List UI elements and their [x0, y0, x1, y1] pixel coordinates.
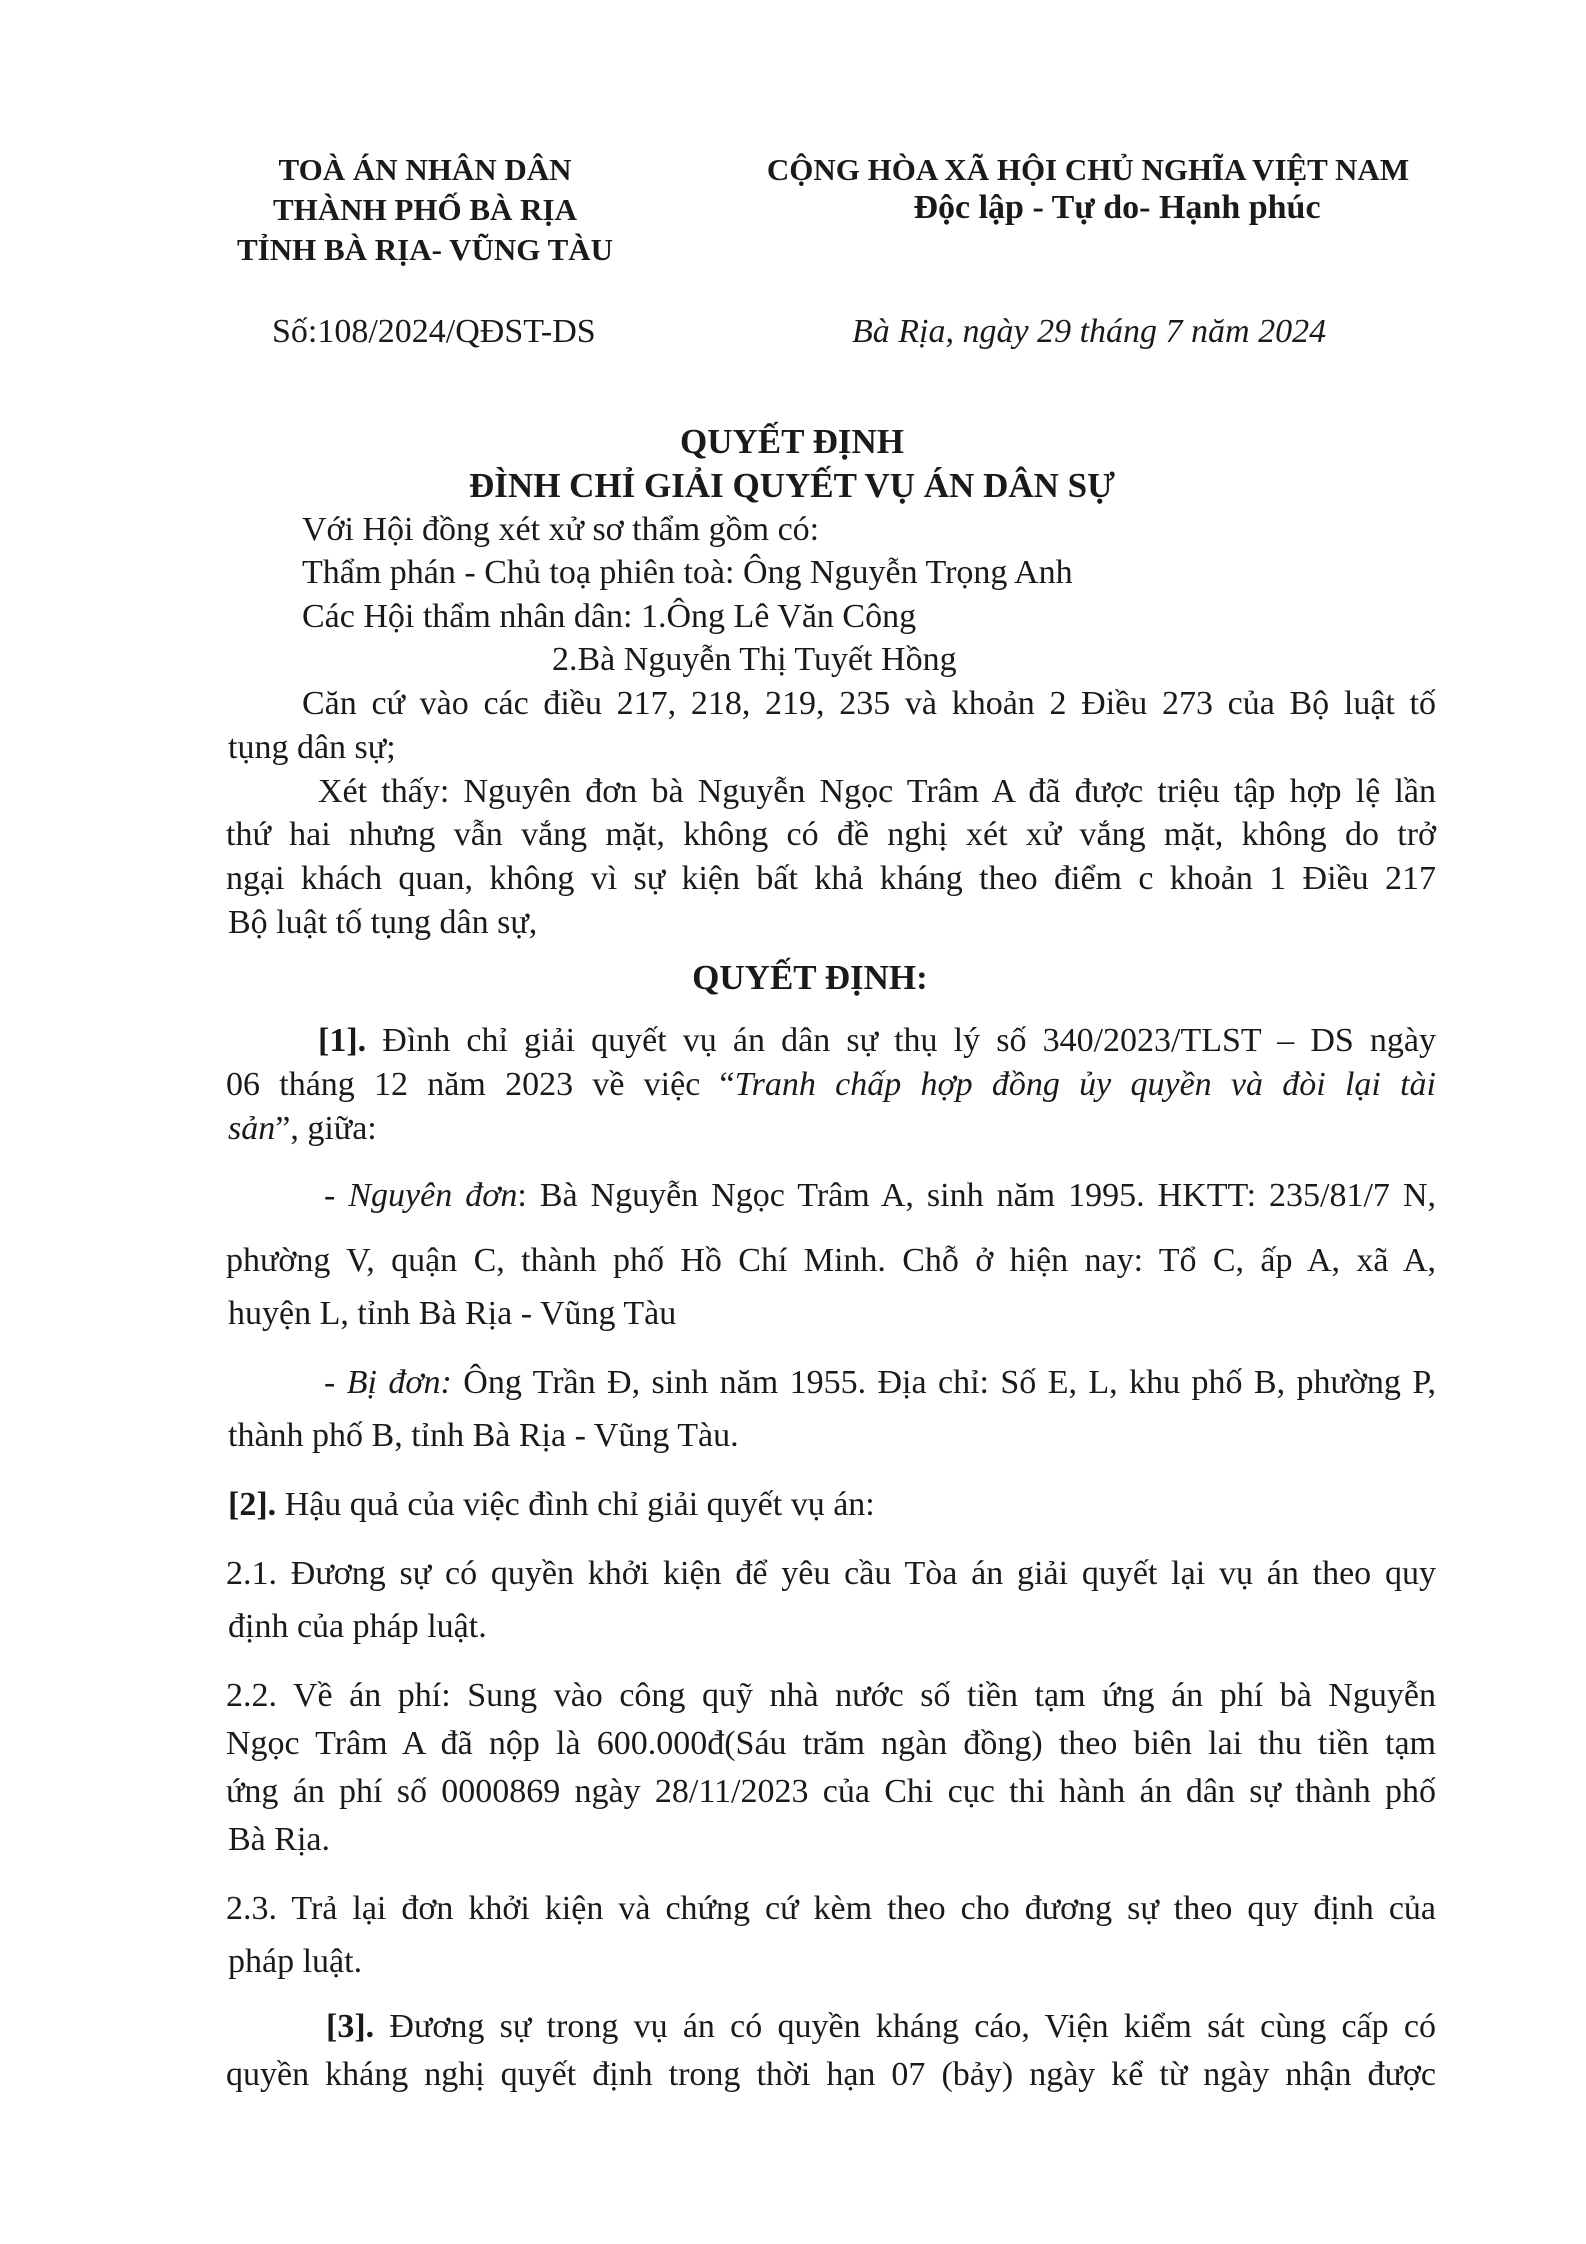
basis-line-1: Căn cứ vào các điều 217, 218, 219, 235 và khoản 2 Điều 273 của Bộ luật tố	[302, 685, 1436, 722]
item1-line-2	[226, 1068, 1436, 1102]
panel-intro: Với Hội đồng xét xử sơ thẩm gồm có:	[302, 511, 820, 548]
item2-2-line-2: Ngọc Trâm A đã nộp là 600.000đ(Sáu trăm ngàn đồng) theo biên lai thu tiền tạm	[226, 1725, 1436, 1762]
item1-line-3	[228, 1112, 377, 1146]
item2-2-line-3: ứng án phí số 0000869 ngày 28/11/2023 của Chi cục thi hành án dân sự thành phố	[226, 1773, 1436, 1810]
item2-heading-text: Hậu quả của việc đình chỉ giải quyết vụ án:	[276, 1486, 875, 1523]
panel-assessors: Các Hội thẩm nhân dân: 1.Ông Lê Văn Công	[302, 598, 917, 635]
item1-number: [1].	[318, 1022, 367, 1059]
plaintiff-text-1: : Bà Nguyễn Ngọc Trâm A, sinh năm 1995. HKTT: 235/81/7 N,	[517, 1177, 1436, 1214]
defendant-label: Bị đơn:	[346, 1364, 452, 1401]
plaintiff-line-1: - Nguyên đơn: Bà Nguyễn Ngọc Trâm A, sinh năm 1995. HKTT: 235/81/7 N,	[324, 1177, 1436, 1214]
item2-1-line-2: định của pháp luật.	[228, 1608, 487, 1645]
plaintiff-line-2: phường V, quận C, thành phố Hồ Chí Minh. Chỗ ở hiện nay: Tổ C, ấp A, xã A,	[226, 1242, 1436, 1279]
item3-line-1	[326, 2010, 1436, 2044]
item2-2-line-4: Bà Rịa.	[228, 1821, 330, 1858]
item1-case-type-end: sản	[228, 1110, 276, 1147]
document-subtitle: ĐÌNH CHỈ GIẢI QUYẾT VỤ ÁN DÂN SỰ	[469, 466, 1115, 505]
panel-assessor-2: 2.Bà Nguyễn Thị Tuyết Hồng	[552, 641, 957, 678]
item2-2-line-1: 2.2. Về án phí: Sung vào công quỹ nhà nước số tiền tạm ứng án phí bà Nguyễn	[226, 1677, 1436, 1714]
panel-judge: Thẩm phán - Chủ toạ phiên toà: Ông Nguyễn Trọng Anh	[302, 554, 1073, 591]
item1-text-1: Đình chỉ giải quyết vụ án dân sự thụ lý số 340/2023/TLST – DS ngày	[366, 1022, 1436, 1059]
considering-line-1: Xét thấy: Nguyên đơn bà Nguyễn Ngọc Trâm A đã được triệu tập hợp lệ lần	[318, 773, 1436, 810]
considering-line-4: Bộ luật tố tụng dân sự,	[228, 904, 538, 941]
item2-3-line-2: pháp luật.	[228, 1943, 363, 1980]
decision-number: Số:108/2024/QĐST-DS	[272, 313, 596, 350]
court-name-line1: TOÀ ÁN NHÂN DÂN	[278, 152, 572, 187]
item3-text-1: Đương sự trong vụ án có quyền kháng cáo, Viện kiểm sát cùng cấp có	[374, 2008, 1436, 2045]
nation-title: CỘNG HÒA XÃ HỘI CHỦ NGHĨA VIỆT NAM	[766, 152, 1410, 187]
item3-line-2: quyền kháng nghị quyết định trong thời hạn 07 (bảy) ngày kể từ ngày nhận được	[226, 2056, 1436, 2093]
plaintiff-label: Nguyên đơn	[348, 1177, 518, 1214]
item2-3-line-1: 2.3. Trả lại đơn khởi kiện và chứng cứ kèm theo cho đương sự theo quy định của	[226, 1890, 1436, 1927]
plaintiff-line-3: huyện L, tỉnh Bà Rịa - Vũng Tàu	[228, 1295, 677, 1332]
item1-text-3: ”, giữa:	[275, 1110, 377, 1147]
decision-heading: QUYẾT ĐỊNH:	[692, 958, 928, 997]
item2-number: [2].	[228, 1486, 277, 1523]
item1-case-type: Tranh chấp hợp đồng ủy quyền và đòi lại tài	[734, 1066, 1436, 1103]
item2-heading	[228, 1488, 875, 1522]
item2-1-line-1: 2.1. Đương sự có quyền khởi kiện để yêu cầu Tòa án giải quyết lại vụ án theo quy	[226, 1555, 1436, 1592]
defendant-line-1: - Bị đơn: Ông Trần Đ, sinh năm 1955. Địa chỉ: Số E, L, khu phố B, phường P,	[324, 1364, 1436, 1401]
nation-motto: Độc lập - Tự do- Hạnh phúc	[913, 189, 1321, 226]
defendant-line-2: thành phố B, tỉnh Bà Rịa - Vũng Tàu.	[228, 1417, 739, 1454]
considering-line-3: ngại khách quan, không vì sự kiện bất khả kháng theo điểm c khoản 1 Điều 217	[226, 860, 1436, 897]
item3-number: [3].	[326, 2008, 375, 2045]
document-title: QUYẾT ĐỊNH	[680, 422, 904, 461]
court-name-line3: TỈNH BÀ RỊA- VŨNG TÀU	[236, 232, 614, 267]
court-name-line2: THÀNH PHỐ BÀ RỊA	[273, 192, 577, 227]
item1-text-2: 06 tháng 12 năm 2023 về việc “	[226, 1066, 735, 1103]
considering-line-2: thứ hai nhưng vẫn vắng mặt, không có đề nghị xét xử vắng mặt, không do trở	[226, 816, 1436, 853]
basis-line-2: tụng dân sự;	[228, 729, 396, 766]
place-date: Bà Rịa, ngày 29 tháng 7 năm 2024	[852, 313, 1327, 350]
item1-line-1	[318, 1024, 1436, 1058]
defendant-text-1: Ông Trần Đ, sinh năm 1955. Địa chỉ: Số E, L, khu phố B, phường P,	[451, 1364, 1436, 1401]
